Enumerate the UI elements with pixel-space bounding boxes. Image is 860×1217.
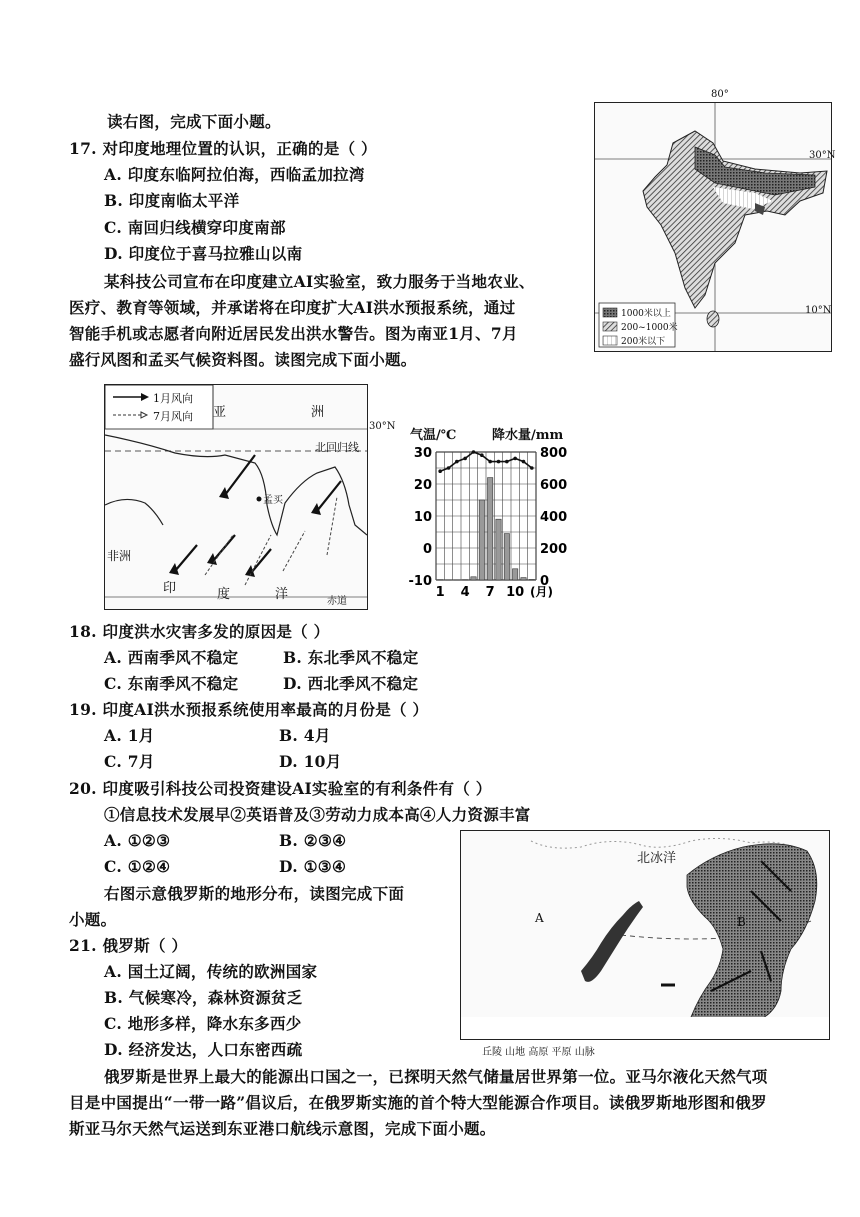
temp-tick-label: 10 [413, 510, 432, 525]
q19-option-d: D. 10月 [279, 752, 342, 771]
q18-option-a: A. 西南季风不稳定 [104, 648, 239, 667]
india-relief-map [594, 89, 836, 352]
q21-option-a: A. 国土辽阔，传统的欧洲国家 [104, 962, 318, 981]
month-tick-label: 7 [485, 585, 495, 600]
month-tick-label: 10 [506, 585, 525, 600]
india-lat-top: 30°N [809, 150, 836, 161]
q21-option-d: D. 经济发达，人口东密西疏 [104, 1040, 303, 1059]
passage2-line1: 俄罗斯是世界上最大的能源出口国之一，已探明天然气储量居世界第一位。亚马尔液化天然气项 [104, 1067, 768, 1086]
month-tick-label: 4 [460, 585, 470, 600]
q21-option-c: C. 地形多样，降水东多西少 [104, 1014, 302, 1033]
q17-option-a: A. 印度东临阿拉伯海，西临孟加拉湾 [104, 165, 365, 184]
q17-option-c: C. 南回归线横穿印度南部 [104, 218, 286, 237]
intro2-line2: 小题。 [69, 910, 117, 929]
q19-stem: 19. 印度AI洪水预报系统使用率最高的月份是（ ） [69, 700, 429, 719]
intro-text: 读右图，完成下面小题。 [107, 112, 281, 131]
south-asia-wind-map [104, 384, 396, 610]
intro2-line1: 右图示意俄罗斯的地形分布，读图完成下面 [104, 884, 405, 903]
q18-option-b: B. 东北季风不稳定 [283, 648, 419, 667]
label-asia-2: 洲 [311, 405, 325, 420]
label-b: B [737, 915, 746, 929]
temp-point-8 [497, 460, 501, 464]
precip-bar-11 [521, 578, 526, 580]
precip-tick-label: 800 [540, 446, 568, 461]
label-ocean-3: 洋 [275, 587, 289, 602]
precip-axis-label: 降水量/mm [492, 428, 564, 443]
label-ocean-2: 度 [217, 587, 231, 602]
label-equator: 赤道 [327, 596, 347, 607]
label-tropic: 北回归线 [315, 441, 359, 454]
passage1-line3: 智能手机或志愿者向附近居民发出洪水警告。图为南亚1月、7月 [69, 324, 518, 343]
label-africa: 非洲 [107, 549, 132, 563]
q20-option-d: D. ①③④ [279, 857, 347, 876]
india-lat-bottom: 10°N [805, 305, 832, 316]
q20-option-a: A. ①②③ [104, 831, 171, 850]
q20-stem: 20. 印度吸引科技公司投资建设AI实验室的有利条件有（ ） [69, 779, 492, 798]
precip-bar-10 [513, 569, 518, 580]
temp-tick-label: 0 [422, 542, 432, 557]
q21-option-b: B. 气候寒冷，森林资源贫乏 [104, 988, 303, 1007]
q19-option-c: C. 7月 [104, 752, 155, 771]
precip-bar-9 [504, 534, 509, 580]
temp-tick-label: 20 [413, 478, 432, 493]
passage1-line4: 盛行风图和孟买气候资料图。读图完成下面小题。 [69, 350, 417, 369]
q18-stem: 18. 印度洪水灾害多发的原因是（ ） [69, 622, 330, 641]
precip-tick-label: 200 [540, 542, 568, 557]
temp-point-3 [455, 460, 459, 464]
label-30n: 30°N [369, 421, 396, 432]
label-ocean-1: 印 [163, 581, 177, 596]
passage1-line2: 医疗、教育等领域，并承诺将在印度扩大AI洪水预报系统，通过 [69, 298, 516, 317]
precip-tick-label: 400 [540, 510, 568, 525]
q21-stem: 21. 俄罗斯（ ） [69, 936, 188, 955]
q17-stem: 17. 对印度地理位置的认识，正确的是（ ） [69, 139, 377, 158]
precip-bar-8 [496, 519, 501, 580]
month-unit-label: (月) [530, 585, 553, 599]
label-asia-1: 亚 [213, 405, 227, 420]
temp-tick-label: -10 [408, 574, 432, 589]
precip-tick-label: 600 [540, 478, 568, 493]
q19-option-a: A. 1月 [104, 726, 155, 745]
temp-point-1 [438, 469, 442, 473]
month-tick-label: 1 [435, 585, 445, 600]
temp-point-11 [522, 460, 526, 464]
temp-point-10 [513, 457, 517, 461]
mumbai-climate-chart [406, 424, 576, 614]
q19-option-b: B. 4月 [279, 726, 331, 745]
temp-tick-label: 30 [413, 446, 432, 461]
temp-axis-label: 气温/℃ [410, 428, 457, 443]
india-legend-1: 1000米以上 [621, 309, 671, 319]
temp-point-7 [488, 460, 492, 464]
q18-option-c: C. 东南季风不稳定 [104, 674, 239, 693]
india-legend-2: 200~1000米 [621, 323, 678, 333]
temp-point-5 [472, 450, 476, 454]
india-lon-label: 80° [711, 89, 729, 100]
temp-point-12 [530, 466, 534, 470]
q20-statements: ①信息技术发展早②英语普及③劳动力成本高④人力资源丰富 [104, 805, 531, 824]
precip-bar-6 [479, 500, 484, 580]
precip-bar-5 [471, 577, 476, 580]
russia-map-legend: 丘陵 山地 高原 平原 山脉 [482, 1047, 595, 1058]
label-mumbai: 孟买 [263, 495, 283, 506]
precip-bar-7 [488, 478, 493, 580]
passage2-line2: 目是中国提出“一带一路”倡议后，在俄罗斯实施的首个特大型能源合作项目。读俄罗斯地形图和俄罗 [69, 1093, 767, 1112]
legend-jul-wind: 7月风向 [153, 410, 193, 423]
q18-option-d: D. 西北季风不稳定 [283, 674, 419, 693]
label-arctic-ocean: 北冰洋 [637, 851, 677, 866]
temp-point-9 [505, 460, 509, 464]
passage2-line3: 斯亚马尔天然气运送到东亚港口航线示意图，完成下面小题。 [69, 1119, 496, 1138]
temp-point-6 [480, 453, 484, 457]
temp-point-2 [447, 466, 451, 470]
india-legend-3: 200米以下 [621, 337, 666, 347]
precip-tick-label: 0 [540, 574, 550, 589]
q17-option-d: D. 印度位于喜马拉雅山以南 [104, 244, 303, 263]
legend-jan-wind: 1月风向 [153, 392, 193, 405]
russia-terrain-map [460, 830, 830, 1040]
label-a: A [535, 911, 544, 925]
q20-option-b: B. ②③④ [279, 831, 347, 850]
q17-option-b: B. 印度南临太平洋 [104, 191, 240, 210]
temp-point-4 [463, 457, 467, 461]
passage1-line1: 某科技公司宣布在印度建立AI实验室，致力服务于当地农业、 [104, 272, 535, 291]
q20-option-c: C. ①②④ [104, 857, 171, 876]
